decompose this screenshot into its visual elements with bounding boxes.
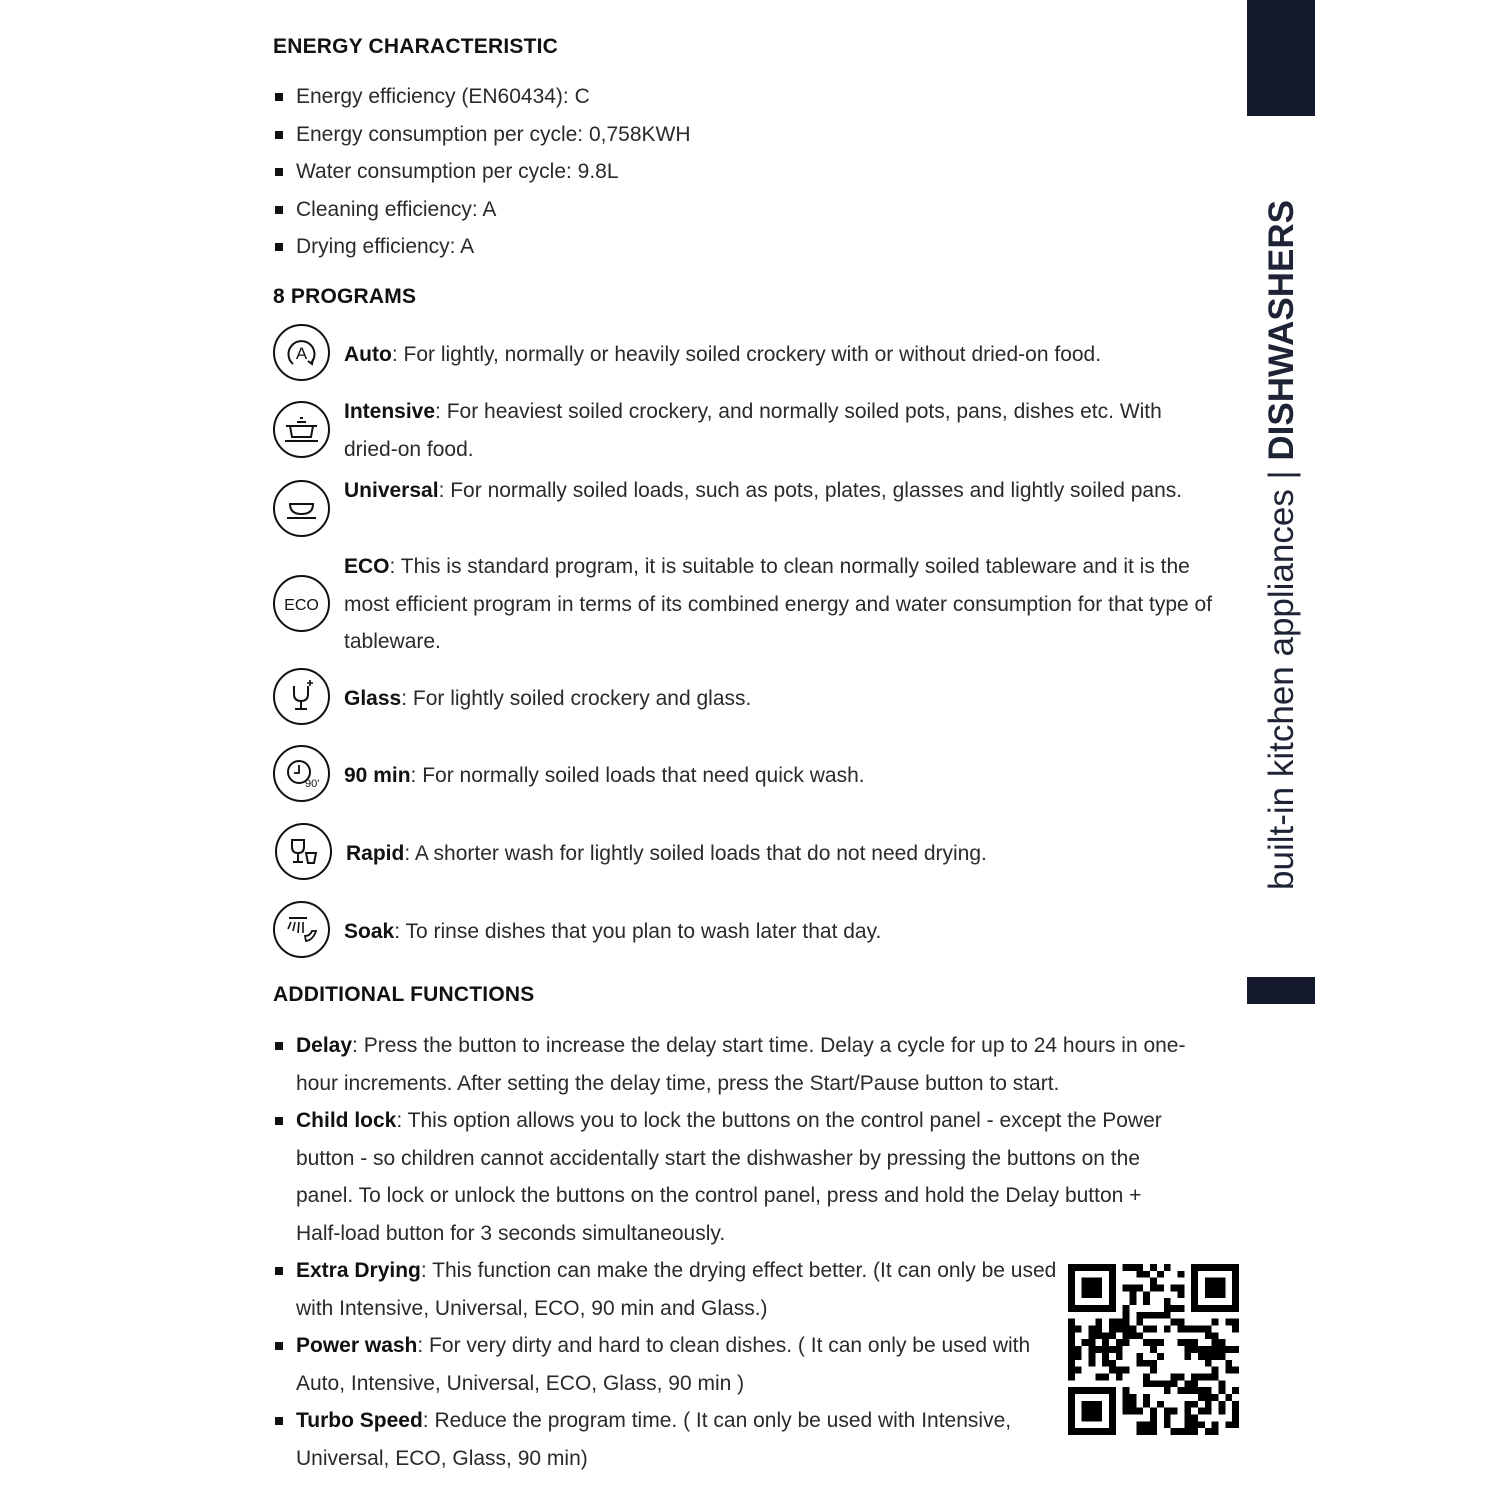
side-tab-top-bar xyxy=(1247,0,1315,116)
program-desc: : For normally soiled loads that need quick wash. xyxy=(410,764,865,787)
bullet-icon xyxy=(275,1417,283,1425)
program-name: Universal xyxy=(344,479,439,502)
program-name: ECO xyxy=(344,555,390,578)
bullet-icon xyxy=(275,168,283,176)
list-item xyxy=(273,1327,1061,1402)
program-text xyxy=(344,680,1214,718)
side-section-label xyxy=(1262,200,1302,890)
function-desc: : This function can make the drying effect better. (It can only be used with Intensive, Universal, ECO, 90 min and Glass.) xyxy=(296,1259,1057,1320)
programs-heading: 8 PROGRAMS xyxy=(273,285,417,308)
functions-heading: ADDITIONAL FUNCTIONS xyxy=(273,983,535,1006)
program-name: Soak xyxy=(344,920,395,943)
program-name: Rapid xyxy=(346,842,405,865)
program-name: Intensive xyxy=(344,400,436,423)
side-separator: | xyxy=(1262,460,1301,490)
program-name: 90 min xyxy=(344,764,411,787)
list-item xyxy=(273,116,1203,154)
function-name: Delay xyxy=(296,1034,353,1057)
program-text xyxy=(344,548,1214,661)
program-desc: : For lightly, normally or heavily soiled crockery with or without dried-on food. xyxy=(391,343,1102,366)
program-desc: : This is standard program, it is suitable to clean normally soiled tableware and it is the most efficient program in terms of its combined energy and water consumption for that type of tableware. xyxy=(344,555,1213,653)
auto-icon xyxy=(273,324,330,381)
function-name: Child lock xyxy=(296,1109,397,1132)
bullet-icon xyxy=(275,1342,283,1350)
list-item xyxy=(273,78,1203,116)
program-text xyxy=(344,393,1214,468)
function-desc: : Press the button to increase the delay start time. Delay a cycle for up to 24 hours in one-hour increments. After setting the delay time, press the Start/Pause button to start. xyxy=(296,1034,1186,1095)
qr-code-icon xyxy=(1068,1264,1239,1435)
bullet-icon xyxy=(275,93,283,101)
program-name: Glass xyxy=(344,687,402,710)
list-item xyxy=(273,153,1203,191)
program-desc: : For lightly soiled crockery and glass. xyxy=(401,687,752,710)
svg-text:A: A xyxy=(295,344,308,363)
list-item xyxy=(273,1402,1061,1477)
program-text xyxy=(346,835,1216,873)
function-desc: : Reduce the program time. ( It can only be used with Intensive, Universal, ECO, Glass, 90 min) xyxy=(296,1409,1012,1470)
90-min-clock-icon xyxy=(273,745,330,802)
energy-item-text: Drying efficiency: A xyxy=(296,235,475,258)
list-item xyxy=(273,228,1203,266)
list-item xyxy=(273,1102,1186,1252)
program-text xyxy=(344,336,1214,374)
program-desc: : For heaviest soiled crockery, and normally soiled pots, pans, dishes etc. With dried-on food. xyxy=(344,400,1162,461)
bullet-icon xyxy=(275,243,283,251)
program-desc: : For normally soiled loads, such as pots, plates, glasses and lightly soiled pans. xyxy=(438,479,1183,502)
svg-text:90': 90' xyxy=(305,778,320,790)
energy-item-text: Cleaning efficiency: A xyxy=(296,197,497,221)
program-text xyxy=(344,913,1214,951)
list-item xyxy=(273,191,1203,229)
bullet-icon xyxy=(275,1042,283,1050)
program-desc: : A shorter wash for lightly soiled loads that do not need drying. xyxy=(404,842,987,865)
function-name: Extra Drying xyxy=(296,1259,421,1282)
soak-spray-icon xyxy=(273,901,330,958)
list-item xyxy=(273,1027,1186,1102)
rapid-glasses-icon xyxy=(275,823,332,880)
function-name: Power wash xyxy=(296,1334,418,1357)
bullet-icon xyxy=(275,206,283,214)
list-item xyxy=(273,1252,1061,1327)
eco-icon xyxy=(273,575,330,632)
bullet-icon xyxy=(275,131,283,139)
side-category-text: built-in kitchen appliances xyxy=(1262,489,1301,890)
functions-list xyxy=(273,1027,1203,1477)
bullet-icon xyxy=(275,1267,283,1275)
program-name: Auto xyxy=(344,343,392,366)
function-name: Turbo Speed xyxy=(296,1409,423,1432)
program-desc: : To rinse dishes that you plan to wash later that day. xyxy=(394,920,882,943)
program-text xyxy=(344,472,1214,510)
side-tab-bottom-bar xyxy=(1247,977,1315,1004)
energy-list xyxy=(273,78,1203,266)
function-desc: : For very dirty and hard to clean dishes. ( It can only be used with Auto, Intensive, Universal, ECO, Glass, 90 min ) xyxy=(296,1334,1031,1395)
function-desc: : This option allows you to lock the buttons on the control panel - except the Power button - so children cannot accidentally start the dishwasher by pressing the buttons on the panel. To lock or unlock the buttons on the control panel, press and hold the Delay button + Half-load button for 3 seconds simultaneously. xyxy=(296,1109,1162,1245)
glass-icon xyxy=(273,668,330,725)
energy-item-text: Water consumption per cycle: 9.8L xyxy=(296,160,619,183)
intensive-pot-icon xyxy=(273,401,330,458)
universal-bowl-icon xyxy=(273,480,330,537)
program-text xyxy=(344,757,1214,795)
side-section-text: DISHWASHERS xyxy=(1262,200,1301,461)
svg-text:ECO: ECO xyxy=(284,597,319,614)
energy-item-text: Energy efficiency (EN60434): C xyxy=(296,85,590,108)
energy-item-text: Energy consumption per cycle: 0,758KWH xyxy=(296,122,691,146)
bullet-icon xyxy=(275,1117,283,1125)
energy-heading: ENERGY CHARACTERISTIC xyxy=(273,35,559,58)
